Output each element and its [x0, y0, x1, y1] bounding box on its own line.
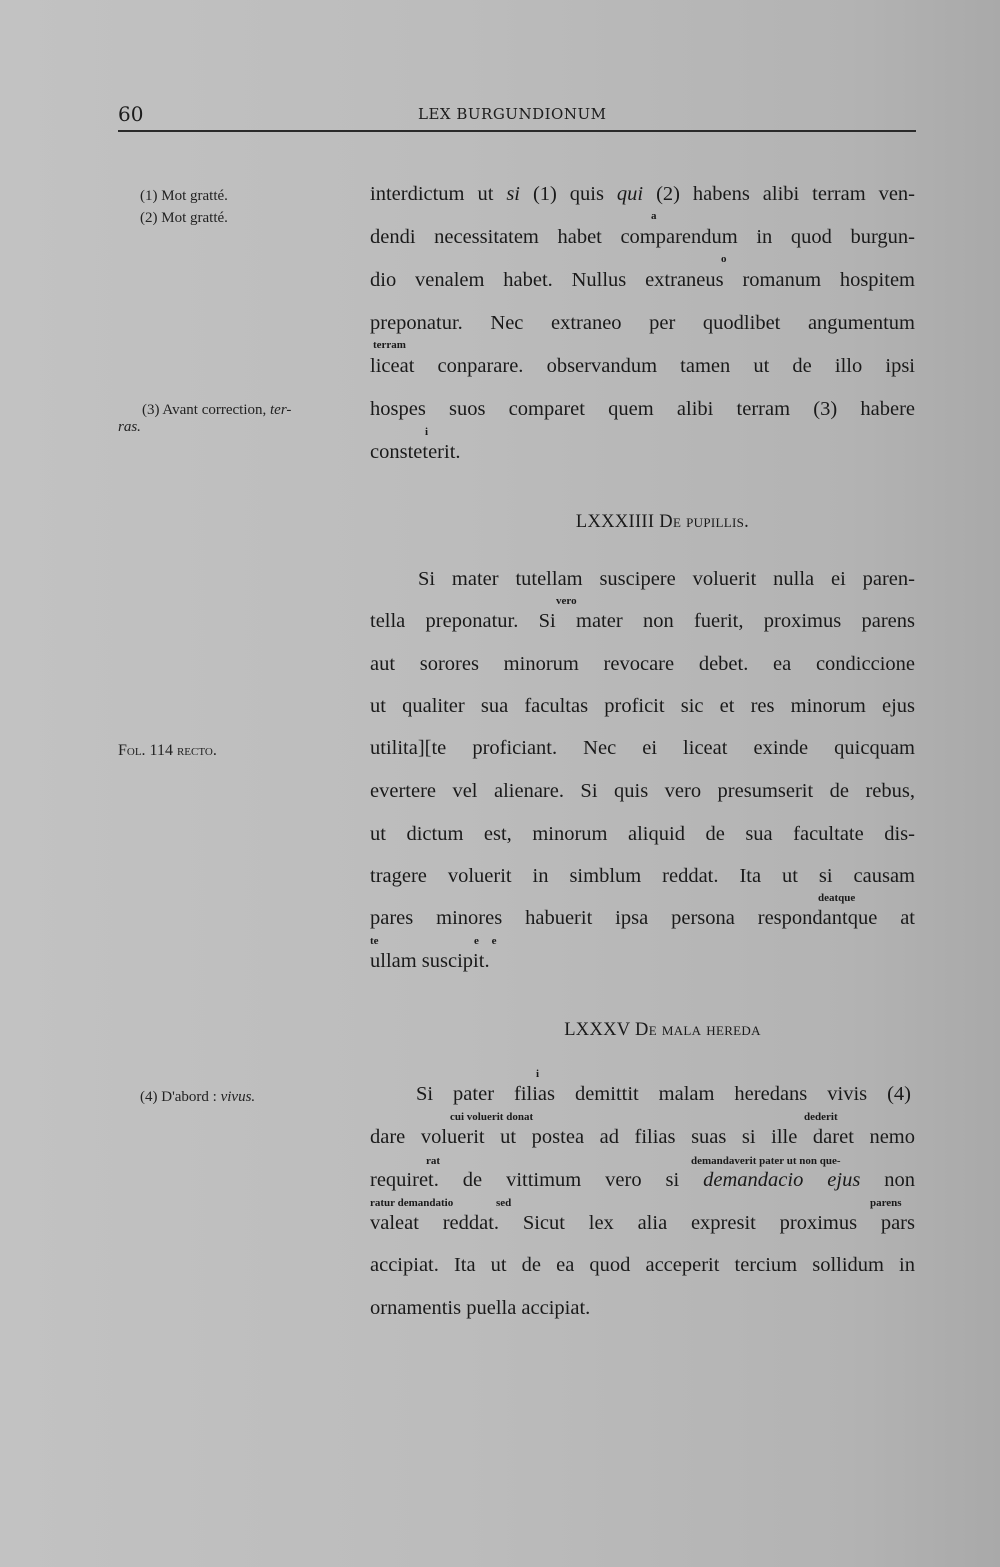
text-italic: si [506, 183, 521, 205]
interlinear-i-1: i [425, 426, 429, 438]
text-span: interdictum ut [370, 183, 507, 205]
text-line-21: valeat reddat. Sicut lex alia expresit proximus pars [370, 1212, 915, 1234]
text-span: non [860, 1169, 915, 1191]
margin-note-1: (1) Mot gratté. [140, 188, 228, 204]
interlinear-ratur: ratur demandatio [370, 1197, 454, 1209]
interlinear-terram: terram [373, 339, 406, 351]
text-line-12: utilita][te proficiant. Nec ei liceat exinde quicquam [370, 737, 915, 759]
running-head: LEX BURGUNDIONUM [418, 105, 607, 123]
page-header [118, 98, 918, 134]
margin-note-4-text: (4) D'abord : [140, 1089, 221, 1105]
text-line-23: ornamentis puella accipiat. [370, 1297, 591, 1319]
text-line-6: hospes suos comparet quem alibi terram (3) habere [370, 398, 915, 420]
text-line-17: ullam suscipit. [370, 950, 490, 972]
interlinear-deatque: deatque [818, 892, 856, 904]
margin-note-3-word: ter- [270, 402, 292, 418]
margin-note-4-word: vivus. [220, 1089, 256, 1105]
chapter-number: LXXXIIII [575, 512, 660, 532]
interlinear-i-2: i [536, 1068, 540, 1080]
text-span: (1) quis [520, 183, 617, 205]
text-line-16: pares minores habuerit ipsa persona respondantque at [370, 907, 915, 929]
chapter-heading-85 [370, 1018, 915, 1042]
text-line-18: Si pater filias demittit malam heredans vivis (4) [416, 1083, 911, 1105]
interlinear-demandaverit: demandaverit pater ut non que- [691, 1155, 841, 1167]
text-line-15: tragere voluerit in simblum reddat. Ita ut si causam [370, 865, 915, 887]
text-line-11: ut qualiter sua facultas proficit sic et res minorum ejus [370, 695, 915, 717]
text-line-19: dare voluerit ut postea ad filias suas si ille daret nemo [370, 1126, 915, 1148]
margin-note-4 [140, 1089, 255, 1106]
text-span: (2) habens alibi terram ven- [643, 183, 916, 205]
page-number: 60 [118, 102, 144, 126]
chapter-title: De mala hereda [635, 1020, 761, 1040]
interlinear-o: o [721, 253, 727, 265]
text-italic: qui [616, 183, 644, 205]
interlinear-rat: rat [426, 1155, 441, 1167]
interlinear-a: a [651, 210, 657, 222]
chapter-title: De pupillis. [659, 512, 750, 532]
text-line-4: preponatur. Nec extraneo per quodlibet angumentum [370, 312, 915, 334]
interlinear-vero: vero [556, 595, 577, 607]
margin-note-3-text: (3) Avant correction, [142, 402, 271, 418]
text-line-10: aut sorores minorum revocare debet. ea condiccione [370, 653, 915, 675]
text-italic: demandacio ejus [703, 1169, 861, 1191]
margin-note-2: (2) Mot gratté. [140, 210, 228, 226]
text-span: requiret. de vittimum vero si [370, 1169, 704, 1191]
chapter-number: LXXXV [564, 1020, 636, 1040]
text-line-13: evertere vel alienare. Si quis vero presumserit de rebus, [370, 780, 915, 802]
folio-note: Fol. 114 recto. [118, 742, 217, 759]
text-line-20 [370, 1168, 915, 1192]
text-line-14: ut dictum est, minorum aliquid de sua facultate dis- [370, 823, 915, 845]
margin-note-3-word-end: ras. [118, 419, 141, 435]
text-line-22: accipiat. Ita ut de ea quod acceperit tercium sollidum in [370, 1254, 915, 1276]
interlinear-e: e e [474, 935, 497, 947]
text-line-7: consteterit. [370, 441, 461, 463]
interlinear-parens: parens [870, 1197, 902, 1209]
interlinear-te: te [370, 935, 379, 947]
header-rule [118, 130, 916, 132]
text-line-2: dendi necessitatem habet comparendum in quod burgun- [370, 226, 915, 248]
margin-note-3 [118, 402, 362, 436]
interlinear-dederit: dederit [804, 1111, 838, 1123]
text-line-5: liceat conparare. observandum tamen ut de illo ipsi [370, 355, 915, 377]
text-line-9: tella preponatur. Si mater non fuerit, proximus parens [370, 610, 915, 632]
interlinear-sed: sed [496, 1197, 512, 1209]
text-line-1 [370, 182, 915, 206]
chapter-heading-84 [370, 510, 915, 534]
text-line-8: Si mater tutellam suscipere voluerit nulla ei paren- [418, 568, 915, 590]
interlinear-cui-voluerit: cui voluerit donat [450, 1111, 534, 1123]
text-line-3: dio venalem habet. Nullus extraneus romanum hospitem [370, 269, 915, 291]
